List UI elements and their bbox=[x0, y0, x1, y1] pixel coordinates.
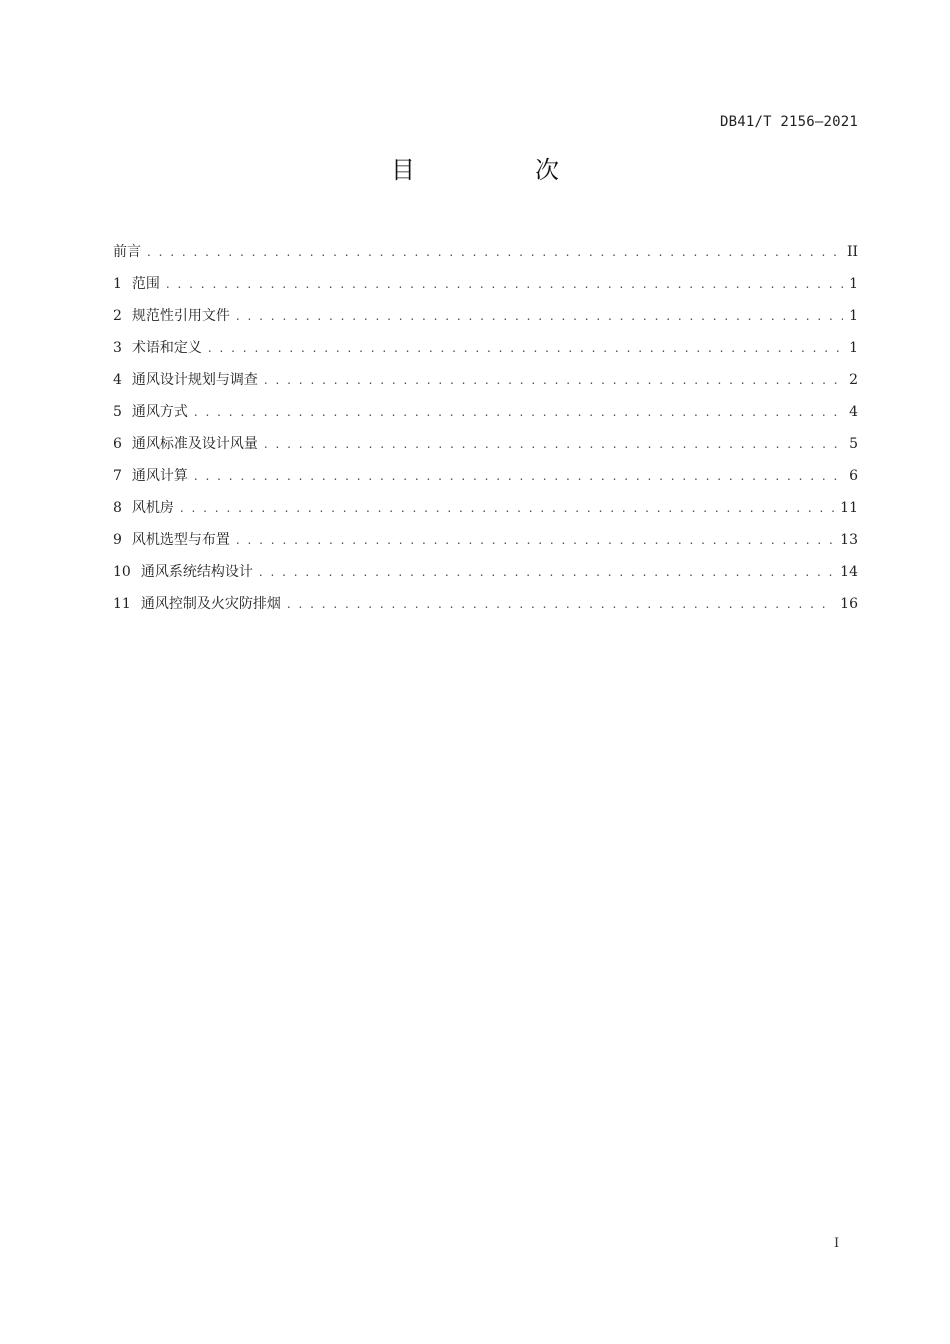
toc-entry-label: 通风控制及火灾防排烟 bbox=[140, 596, 281, 612]
dot-leader bbox=[166, 268, 843, 300]
toc-entry-number: 4 bbox=[113, 372, 122, 388]
toc-entry-page: 11 bbox=[840, 500, 858, 516]
toc-entry-page: 1 bbox=[849, 308, 858, 324]
toc-entry-7[interactable] bbox=[113, 460, 858, 492]
toc-entry-label: 范围 bbox=[131, 276, 160, 292]
toc-entry-page: 1 bbox=[849, 340, 858, 356]
toc-entry-page: 13 bbox=[840, 532, 858, 548]
toc-entry-label: 通风设计规划与调查 bbox=[131, 372, 258, 388]
dot-leader bbox=[236, 300, 843, 332]
toc-entry-label: 术语和定义 bbox=[131, 340, 202, 356]
toc-entry-number: 2 bbox=[113, 308, 122, 324]
toc-entry-page: 1 bbox=[849, 276, 858, 292]
toc-entry-label: 通风系统结构设计 bbox=[140, 564, 253, 580]
dot-leader bbox=[264, 364, 843, 396]
dot-leader bbox=[259, 556, 834, 588]
toc-entry-label: 前言 bbox=[113, 244, 141, 260]
table-of-contents bbox=[113, 236, 858, 620]
dot-leader bbox=[264, 428, 843, 460]
toc-entry-label: 通风计算 bbox=[131, 468, 188, 484]
dot-leader bbox=[287, 588, 834, 620]
page-number: I bbox=[834, 1236, 840, 1251]
toc-entry-label: 风机选型与布置 bbox=[131, 532, 230, 548]
dot-leader bbox=[236, 524, 834, 556]
dot-leader bbox=[180, 492, 834, 524]
toc-entry-foreword[interactable] bbox=[113, 236, 858, 268]
toc-entry-5[interactable] bbox=[113, 396, 858, 428]
toc-entry-label: 通风方式 bbox=[131, 404, 188, 420]
toc-entry-number: 9 bbox=[113, 532, 122, 548]
toc-entry-number: 10 bbox=[113, 564, 131, 580]
dot-leader bbox=[147, 236, 841, 268]
toc-entry-9[interactable] bbox=[113, 524, 858, 556]
toc-entry-4[interactable] bbox=[113, 364, 858, 396]
dot-leader bbox=[194, 460, 843, 492]
toc-entry-1[interactable] bbox=[113, 268, 858, 300]
toc-entry-page: 2 bbox=[849, 372, 858, 388]
toc-entry-3[interactable] bbox=[113, 332, 858, 364]
document-code: DB41/T 2156—2021 bbox=[719, 114, 858, 130]
toc-entry-number: 8 bbox=[113, 500, 122, 516]
toc-entry-10[interactable] bbox=[113, 556, 858, 588]
dot-leader bbox=[194, 396, 843, 428]
toc-entry-page: 6 bbox=[849, 468, 858, 484]
toc-entry-2[interactable] bbox=[113, 300, 858, 332]
toc-entry-number: 1 bbox=[113, 276, 122, 292]
toc-entry-6[interactable] bbox=[113, 428, 858, 460]
toc-entry-label: 通风标准及设计风量 bbox=[131, 436, 258, 452]
toc-entry-number: 11 bbox=[113, 596, 131, 612]
dot-leader bbox=[208, 332, 843, 364]
toc-entry-11[interactable] bbox=[113, 588, 858, 620]
toc-entry-number: 7 bbox=[113, 468, 122, 484]
toc-entry-8[interactable] bbox=[113, 492, 858, 524]
toc-title: 目 次 bbox=[391, 156, 607, 184]
toc-entry-label: 风机房 bbox=[131, 500, 174, 516]
toc-entry-page: II bbox=[846, 244, 858, 260]
toc-entry-page: 14 bbox=[840, 564, 858, 580]
toc-entry-number: 5 bbox=[113, 404, 122, 420]
toc-entry-number: 6 bbox=[113, 436, 122, 452]
toc-entry-page: 4 bbox=[849, 404, 858, 420]
toc-entry-page: 5 bbox=[849, 436, 858, 452]
toc-entry-number: 3 bbox=[113, 340, 122, 356]
toc-entry-label: 规范性引用文件 bbox=[131, 308, 230, 324]
toc-entry-page: 16 bbox=[840, 596, 858, 612]
